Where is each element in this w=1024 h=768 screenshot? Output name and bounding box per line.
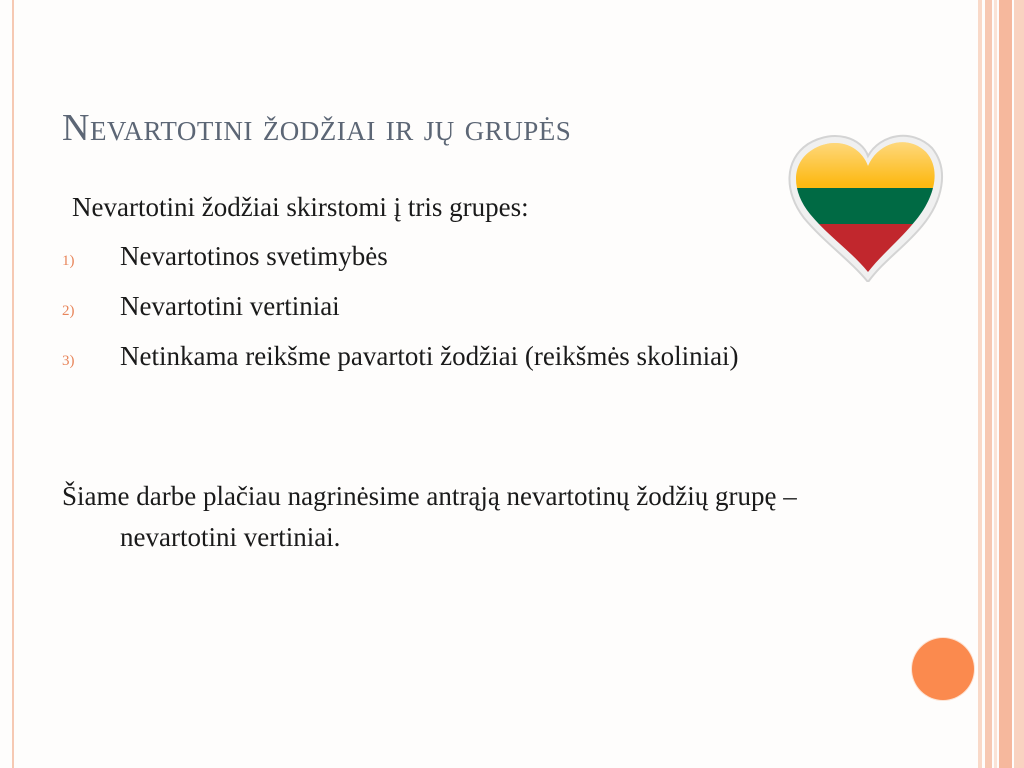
list-number: 1) [62, 253, 75, 269]
right-border-stripe [985, 0, 992, 768]
right-border-stripe [1014, 0, 1024, 768]
list-item [62, 237, 900, 275]
right-border-stripe [994, 0, 997, 768]
list-item [62, 337, 900, 375]
accent-circle [912, 638, 974, 700]
list-number: 3) [62, 353, 75, 369]
left-border-line [12, 0, 14, 768]
list-text: Nevartotinos svetimybės [120, 241, 388, 271]
list-number: 2) [62, 303, 75, 319]
right-border-stripe [978, 0, 982, 768]
right-border-stripe [999, 0, 1012, 768]
list-text: Nevartotini vertiniai [120, 291, 340, 321]
intro-text: Nevartotini žodžiai skirstomi į tris grupes: [72, 192, 529, 222]
summary-paragraph: Šiame darbe plačiau nagrinėsime antrąją nevartotinų žodžių grupę – nevartotini vertiniai. [62, 481, 797, 552]
slide-title: Nevartotini žodžiai ir jų grupės [62, 107, 572, 149]
lithuanian-flag-heart-icon [786, 132, 944, 282]
list-item [62, 287, 900, 325]
list-text: Netinkama reikšme pavartoti žodžiai (reikšmės skoliniai) [120, 341, 739, 371]
